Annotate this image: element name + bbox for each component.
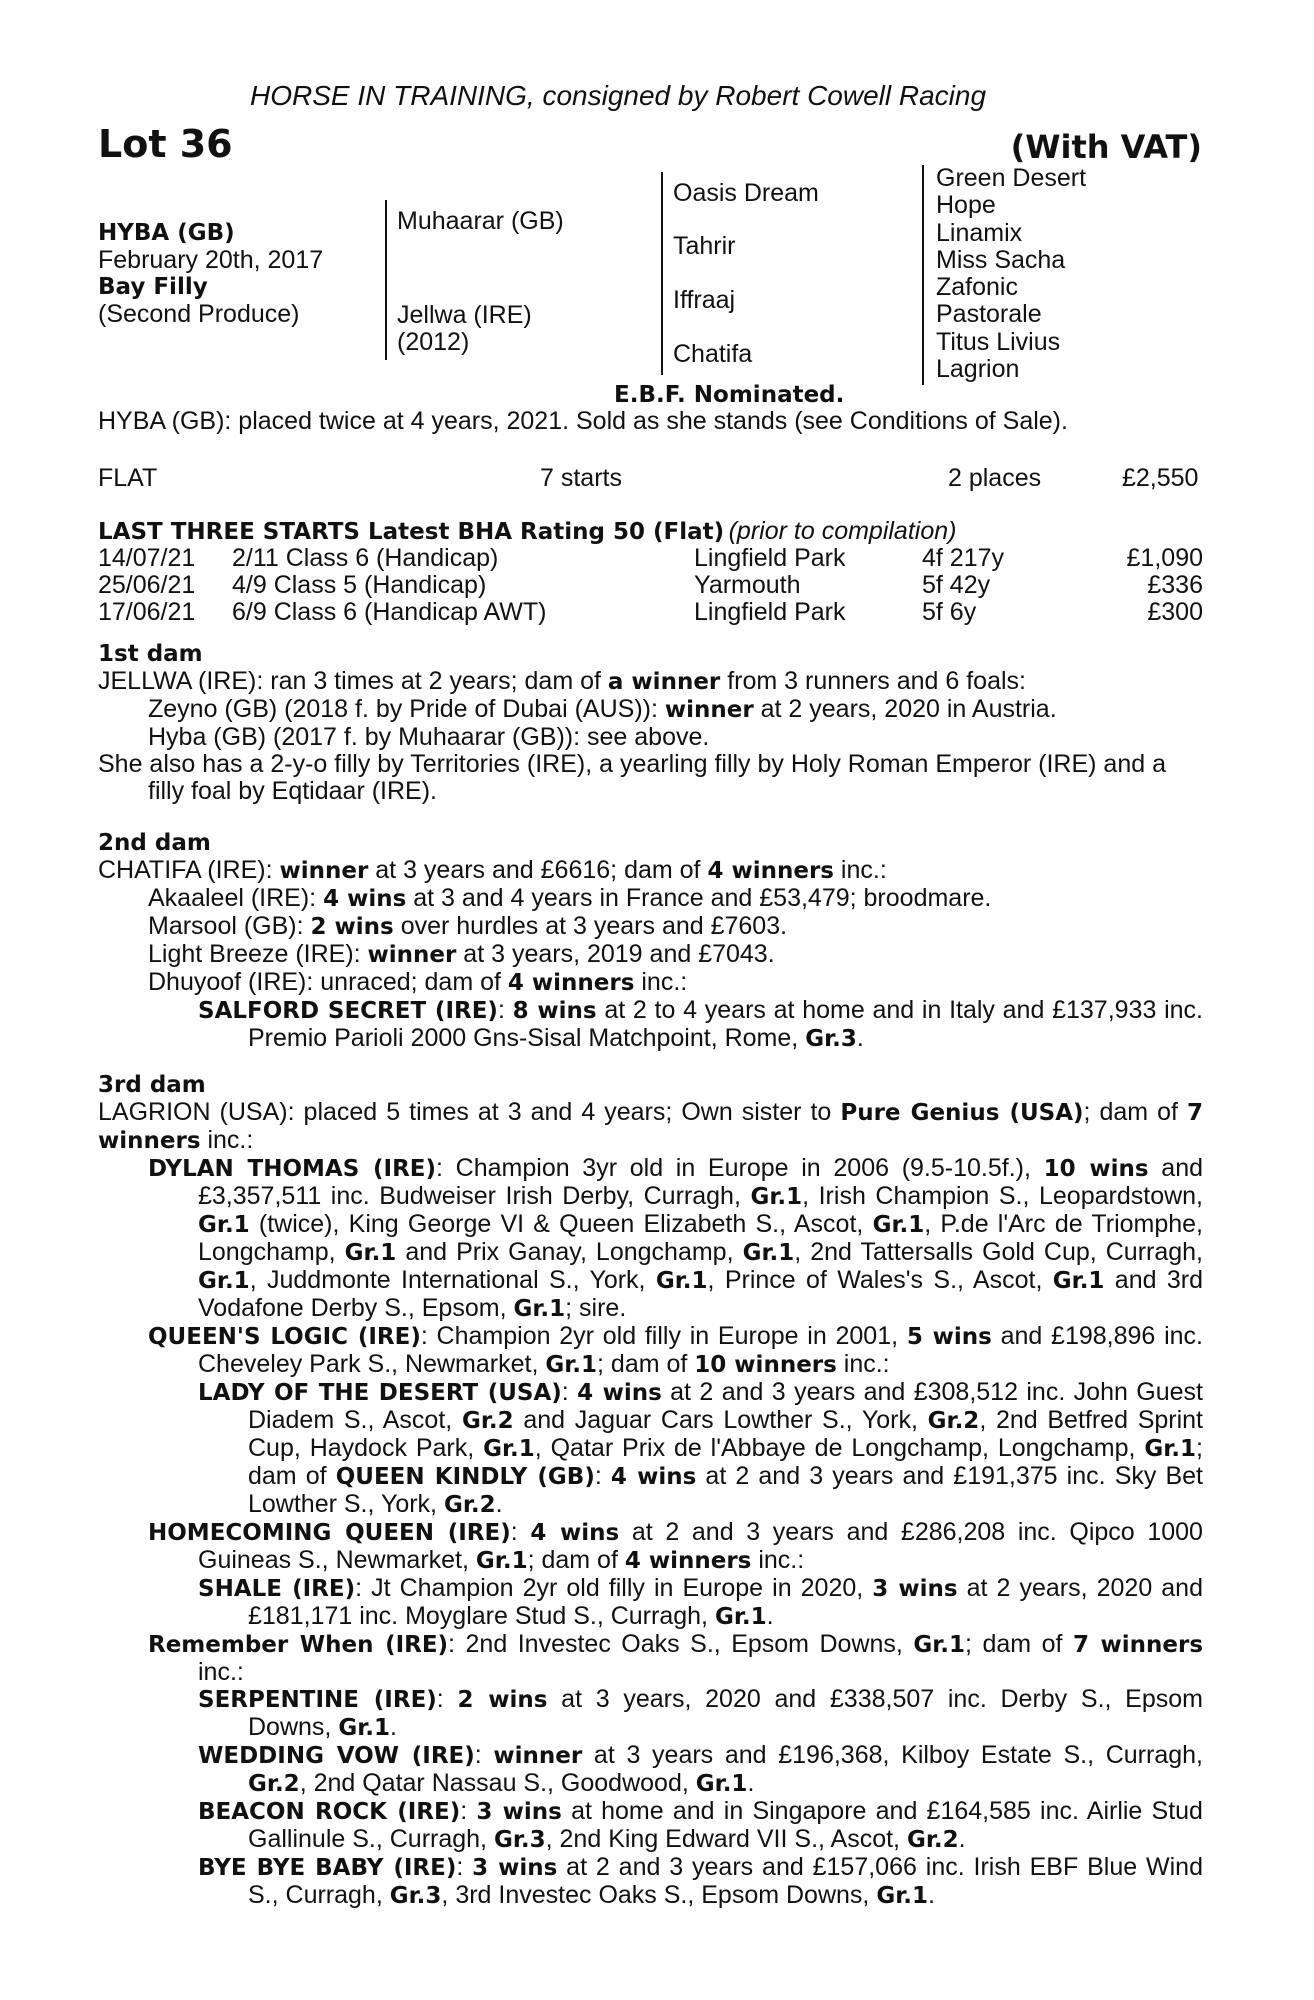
record-starts: 7 starts [540,464,622,492]
start-course: Lingfield Park [694,598,846,626]
second-dam-produce-1: Akaaleel (IRE): 4 wins at 3 and 4 years in France and £53,479; broodmare. [148,884,992,912]
third-dam-line-1: LAGRION (USA): placed 5 times at 3 and 4 years; Own sister to Pure Genius (USA); dam of 7 winners inc.: [98,1098,1203,1154]
second-dam-title: 2nd dam [98,830,211,856]
second-dam-produce-2: Marsool (GB): 2 wins over hurdles at 3 years and £7603. [148,912,788,940]
horse-produce: (Second Produce) [98,300,300,328]
start-prize: £300 [1147,598,1203,626]
start-distance: 5f 6y [922,598,977,626]
last-three-heading: LAST THREE STARTS Latest BHA Rating 50 (Flat) [98,519,725,545]
consignment-heading: HORSE IN TRAINING, consigned by Robert Cowell Racing [250,80,987,111]
pedigree-divider-2 [661,172,663,375]
start-date: 25/06/21 [98,571,196,599]
record-earnings: £2,550 [1122,464,1199,492]
start-row-2 [98,572,1203,599]
pedigree-dam-dam: Chatifa [673,340,753,368]
horse-sex: Bay Filly [98,274,208,300]
pedigree-dam-year: (2012) [397,328,470,356]
start-course: Yarmouth [694,571,801,599]
first-dam-title: 1st dam [98,641,203,667]
third-dam-section [98,1072,1203,1910]
third-dam-bye-bye-baby: BYE BYE BABY (IRE): 3 wins at 2 and 3 years and £157,066 inc. Irish EBF Blue Wind S., Curragh, Gr.3, 3rd Investec Oaks S., Epsom Downs, Gr.1. [198,1853,1203,1909]
start-distance: 5f 42y [922,571,991,599]
last-three-table [98,545,1203,626]
start-date: 17/06/21 [98,598,196,626]
last-three-note: (prior to compilation) [728,517,957,545]
pedigree-sire-sire: Oasis Dream [673,179,819,207]
third-dam-dylan-thomas: DYLAN THOMAS (IRE): Champion 3yr old in Europe in 2006 (9.5-10.5f.), 10 wins and £3,357,511 inc. Budweiser Irish Derby, Curragh, Gr.1, Irish Champion S., Leopardstown, Gr.1 (twice), King George VI & Queen Elizabeth S., Ascot, Gr.1, P.de l'Arc de Triomphe, Longchamp, Gr.1 and Prix Ganay, Longchamp, Gr.1, 2nd Tattersalls Gold Cup, Curragh, Gr.1, Juddmonte International S., York, Gr.1, Prince of Wales's S., Ascot, Gr.1 and 3rd Vodafone Derby S., Epsom, Gr.1; sire. [148,1154,1204,1322]
ggp-3: Linamix [936,218,1023,247]
start-race: 4/9 Class 5 (Handicap) [232,571,487,599]
pedigree-dam: Jellwa (IRE) [397,301,532,329]
second-dam-produce-4: Dhuyoof (IRE): unraced; dam of 4 winners inc.: [148,968,688,996]
third-dam-queens-logic: QUEEN'S LOGIC (IRE): Champion 2yr old filly in Europe in 2001, 5 wins and £198,896 inc. Cheveley Park S., Newmarket, Gr.1; dam of 10 winners inc.: [148,1322,1203,1378]
record-type: FLAT [98,464,158,492]
ggp-6: Pastorale [936,300,1042,329]
start-course: Lingfield Park [694,544,846,572]
third-dam-title: 3rd dam [98,1072,206,1098]
pedigree-sire: Muhaarar (GB) [397,207,564,235]
third-dam-wedding-vow: WEDDING VOW (IRE): winner at 3 years and £196,368, Kilboy Estate S., Curragh, Gr.2, 2nd Qatar Nassau S., Goodwood, Gr.1. [198,1741,1203,1797]
ggp-8: Lagrion [936,355,1020,384]
second-dam-line-1: CHATIFA (IRE): winner at 3 years and £6616; dam of 4 winners inc.: [98,856,887,884]
third-dam-lady-of-the-desert: LADY OF THE DESERT (USA): 4 wins at 2 and 3 years and £308,512 inc. John Guest Diadem S., Ascot, Gr.2 and Jaguar Cars Lowther S., York, Gr.2, 2nd Betfred Sprint Cup, Haydock Park, Gr.1, Qatar Prix de l'Abbaye de Longchamp, Longchamp, Gr.1; dam of QUEEN KINDLY (GB): 4 wins at 2 and 3 years and £191,375 inc. Sky Bet Lowther S., York, Gr.2. [198,1378,1204,1518]
horse-summary: HYBA (GB): placed twice at 4 years, 2021. Sold as she stands (see Conditions of Sale). [98,407,1068,435]
third-dam-remember-when: Remember When (IRE): 2nd Investec Oaks S., Epsom Downs, Gr.1; dam of 7 winners inc.: [148,1630,1204,1686]
record-places: 2 places [948,464,1042,492]
second-dam-grandproduce-1: SALFORD SECRET (IRE): 8 wins at 2 to 4 years at home and in Italy and £137,933 inc. Premio Parioli 2000 Gns-Sisal Matchpoint, Rome, Gr.3. [198,996,1203,1052]
second-dam-produce-3: Light Breeze (IRE): winner at 3 years, 2019 and £7043. [148,940,775,968]
start-race: 6/9 Class 6 (Handicap AWT) [232,598,547,626]
ebf-nominated: E.B.F. Nominated. [614,382,845,408]
ggp-2: Hope [936,191,996,220]
start-prize: £336 [1147,571,1203,599]
start-prize: £1,090 [1126,544,1203,572]
first-dam-also: She also has a 2-y-o filly by Territories (IRE), a yearling filly by Holy Roman Emperor (IRE) and a filly foal by Eqtidaar (IRE). [98,750,1166,805]
vat-note: (With VAT) [1010,128,1202,166]
ggp-1: Green Desert [936,164,1087,192]
third-dam-serpentine: SERPENTINE (IRE): 2 wins at 3 years, 2020 and £338,507 inc. Derby S., Epsom Downs, Gr.1. [198,1685,1203,1741]
horse-name: HYBA (GB) [98,220,235,246]
start-distance: 4f 217y [922,544,1005,572]
third-dam-homecoming-queen: HOMECOMING QUEEN (IRE): 4 wins at 2 and 3 years and £286,208 inc. Qipco 1000 Guineas S., Newmarket, Gr.1; dam of 4 winners inc.: [148,1518,1203,1574]
horse-identity [98,220,323,328]
pedigree-dam-sire: Iffraaj [673,286,736,314]
first-dam-section [98,641,1203,805]
third-dam-shale: SHALE (IRE): Jt Champion 2yr old filly in Europe in 2020, 3 wins at 2 years, 2020 and £181,171 inc. Moyglare Stud S., Curragh, Gr.1. [198,1574,1203,1630]
pedigree-divider-3 [922,165,924,385]
start-date: 14/07/21 [98,544,196,572]
last-three-heading-row [98,518,956,545]
start-row-3 [98,599,1203,626]
ggp-7: Titus Livius [936,327,1061,356]
ggp-4: Miss Sacha [936,245,1066,274]
ggp-5: Zafonic [936,273,1018,302]
third-dam-beacon-rock: BEACON ROCK (IRE): 3 wins at home and in Singapore and £164,585 inc. Airlie Stud Gallinule S., Curragh, Gr.3, 2nd King Edward VII S., Ascot, Gr.2. [198,1797,1203,1853]
first-dam-produce-2: Hyba (GB) (2017 f. by Muhaarar (GB)): see above. [148,723,710,751]
first-dam-line-1: JELLWA (IRE): ran 3 times at 2 years; dam of a winner from 3 runners and 6 foals: [98,667,1026,695]
second-dam-section [98,830,1203,1053]
start-row-1 [98,545,1203,572]
horse-foaled: February 20th, 2017 [98,246,324,274]
lot-number: Lot 36 [98,122,233,166]
start-race: 2/11 Class 6 (Handicap) [232,544,499,572]
pedigree-divider-1 [385,200,387,360]
first-dam-produce-1: Zeyno (GB) (2018 f. by Pride of Dubai (AUS)): winner at 2 years, 2020 in Austria. [148,695,1057,723]
pedigree-sire-dam: Tahrir [673,232,736,260]
pedigree-great-grandparents [936,165,1086,383]
